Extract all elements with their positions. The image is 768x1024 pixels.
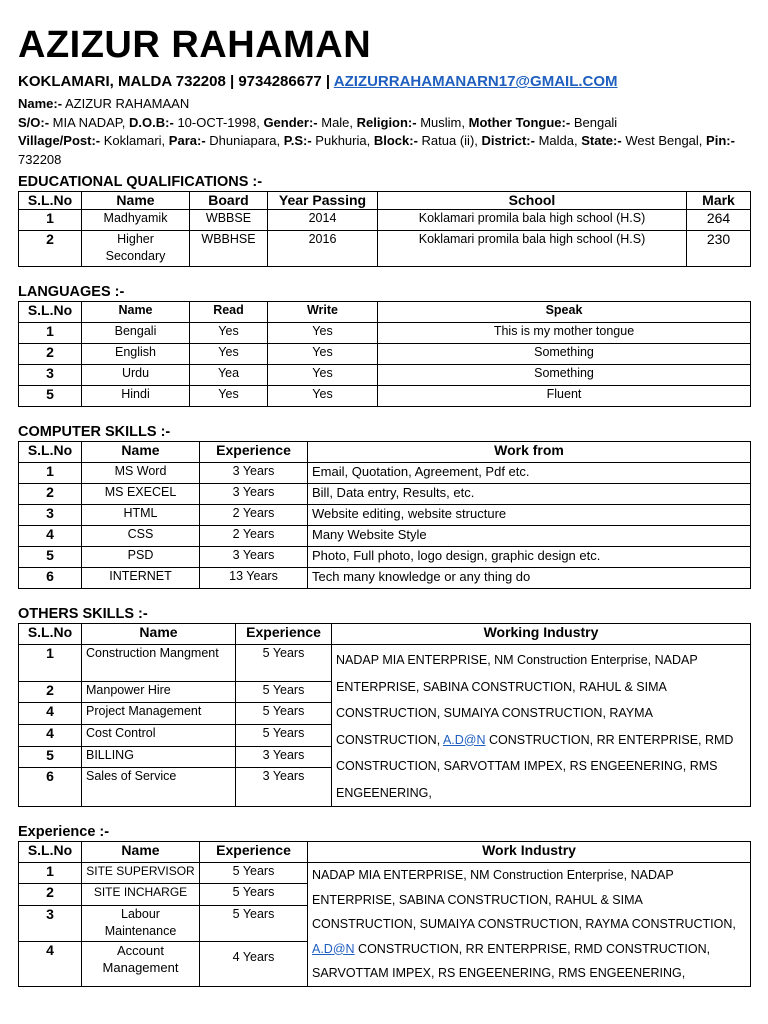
col-header: Board xyxy=(190,192,268,210)
contact-line xyxy=(18,72,750,92)
value-village: Koklamari, xyxy=(103,133,166,148)
cell-work: Bill, Data entry, Results, etc. xyxy=(308,484,751,505)
label-tongue: Mother Tongue:- xyxy=(468,114,571,130)
value-religion: Muslim, xyxy=(420,114,465,130)
address-phone: KOKLAMARI, MALDA 732208 | 9734286677 | xyxy=(18,73,331,90)
languages-title: LANGUAGES :- xyxy=(18,284,125,300)
cell-slno: 2 xyxy=(19,884,82,905)
education-title: EDUCATIONAL QUALIFICATIONS :- xyxy=(18,174,263,190)
cell-experience: 5 Years xyxy=(200,905,308,941)
cell-name: Manpower Hire xyxy=(82,681,236,703)
label-block: Block:- xyxy=(373,133,418,148)
table-row xyxy=(19,645,751,682)
adn-link[interactable]: A.D@N xyxy=(312,941,355,956)
value-name: AZIZUR RAHAMAAN xyxy=(64,96,190,111)
label-state: State:- xyxy=(581,133,622,148)
cell-mark: 264 xyxy=(687,210,751,231)
col-header: School xyxy=(378,192,687,210)
cell-name: Higher Secondary xyxy=(82,231,190,267)
cell-experience: 4 Years xyxy=(200,941,308,986)
cell-slno: 4 xyxy=(19,724,82,746)
industry-text-b: CONSTRUCTION, RR ENTERPRISE, RMD CONSTRUCTION, SARVOTTAM IMPEX, RS ENGEENERING, RMS ENGEENERING, xyxy=(312,941,711,980)
email-link[interactable]: AZIZURRAHAMANARN17@GMAIL.COM xyxy=(333,73,618,90)
cell-slno: 1 xyxy=(19,863,82,884)
cell-read: Yes xyxy=(190,323,268,344)
col-header: Working Industry xyxy=(332,624,751,645)
cell-experience: 2 Years xyxy=(200,505,308,526)
cell-board: WBBHSE xyxy=(190,231,268,267)
label-pin: Pin:- xyxy=(706,133,735,148)
table-row xyxy=(19,547,751,568)
cell-name: HTML xyxy=(82,505,200,526)
cell-slno: 3 xyxy=(19,905,82,941)
col-header: S.L.No xyxy=(19,192,82,210)
label-para: Para:- xyxy=(168,133,206,148)
table-row xyxy=(19,231,751,267)
cell-write: Yes xyxy=(268,365,378,386)
cell-work: Website editing, website structure xyxy=(308,505,751,526)
cell-experience: 5 Years xyxy=(236,645,332,682)
cell-name: Labour Maintenance xyxy=(82,905,200,941)
cell-experience: 3 Years xyxy=(236,768,332,807)
cell-work: Photo, Full photo, logo design, graphic design etc. xyxy=(308,547,751,568)
cell-slno: 3 xyxy=(19,505,82,526)
cell-name: Construction Mangment xyxy=(82,645,236,682)
value-tongue: Bengali xyxy=(573,114,618,130)
col-header: Year Passing xyxy=(268,192,378,210)
cell-speak: Something xyxy=(378,365,751,386)
cell-slno: 2 xyxy=(19,344,82,365)
info-line-address xyxy=(18,132,750,169)
cell-name: Account Management xyxy=(82,941,200,986)
education-table xyxy=(18,191,751,267)
cell-experience: 5 Years xyxy=(236,724,332,746)
cell-speak: Fluent xyxy=(378,386,751,407)
value-block: Ratua (ii), xyxy=(421,133,478,148)
cell-slno: 2 xyxy=(19,484,82,505)
cell-name: Hindi xyxy=(82,386,190,407)
value-state: West Bengal, xyxy=(625,133,703,148)
cell-slno: 5 xyxy=(19,386,82,407)
cell-year: 2014 xyxy=(268,210,378,231)
education-header-row xyxy=(19,192,751,210)
col-header: S.L.No xyxy=(19,302,82,323)
col-header: Name xyxy=(82,624,236,645)
others-table xyxy=(18,623,751,807)
experience-title: Experience :- xyxy=(18,824,110,840)
cell-read: Yes xyxy=(190,344,268,365)
cell-experience: 3 Years xyxy=(200,463,308,484)
others-header-row xyxy=(19,624,751,645)
cell-slno: 1 xyxy=(19,645,82,682)
cell-slno: 4 xyxy=(19,941,82,986)
cell-name: SITE INCHARGE xyxy=(82,884,200,905)
cell-name: Project Management xyxy=(82,703,236,725)
cell-name: Bengali xyxy=(82,323,190,344)
industry-text-a: NADAP MIA ENTERPRISE, NM Construction Enterprise, NADAP ENTERPRISE, SABINA CONSTRUCTION, RAHUL & SIMA CONSTRUCTION, SUMAIYA CONSTRUCTION, RAYMA CONSTRUCTION, xyxy=(312,868,736,931)
label-district: District:- xyxy=(481,133,535,148)
table-row xyxy=(19,365,751,386)
label-gender: Gender:- xyxy=(263,114,318,130)
col-header: Name xyxy=(82,842,200,863)
adn-link[interactable]: A.D@N xyxy=(442,732,486,747)
cell-board: WBBSE xyxy=(190,210,268,231)
cell-name: English xyxy=(82,344,190,365)
cell-experience: 2 Years xyxy=(200,526,308,547)
cell-experience: 3 Years xyxy=(236,746,332,768)
cell-slno: 1 xyxy=(19,463,82,484)
cell-write: Yes xyxy=(268,323,378,344)
cell-work-industry xyxy=(308,863,751,987)
label-dob: D.O.B:- xyxy=(129,114,174,130)
cell-write: Yes xyxy=(268,344,378,365)
col-header: Experience xyxy=(200,442,308,463)
cell-experience: 3 Years xyxy=(200,484,308,505)
col-header: Write xyxy=(268,302,378,323)
table-row xyxy=(19,386,751,407)
industry-text-a: NADAP MIA ENTERPRISE, NM Construction Enterprise, NADAP ENTERPRISE, SABINA CONSTRUCTION, RAHUL & SIMA CONSTRUCTION, SUMAIYA CONSTRUCTION, RAYMA CONSTRUCTION, xyxy=(336,653,698,747)
col-header: Name xyxy=(82,192,190,210)
cell-speak: This is my mother tongue xyxy=(378,323,751,344)
col-header: Mark xyxy=(687,192,751,210)
cell-slno: 5 xyxy=(19,547,82,568)
table-row xyxy=(19,210,751,231)
personal-info xyxy=(18,95,750,169)
cell-name: Urdu xyxy=(82,365,190,386)
cell-work: Tech many knowledge or any thing do xyxy=(308,568,751,589)
cell-name: MS Word xyxy=(82,463,200,484)
table-row xyxy=(19,344,751,365)
cell-name: Cost Control xyxy=(82,724,236,746)
value-district: Malda, xyxy=(538,133,578,148)
cell-write: Yes xyxy=(268,386,378,407)
label-ps: P.S:- xyxy=(283,133,312,148)
table-row xyxy=(19,505,751,526)
cell-name: Madhyamik xyxy=(82,210,190,231)
computer-header-row xyxy=(19,442,751,463)
col-header: Experience xyxy=(236,624,332,645)
cell-mark: 230 xyxy=(687,231,751,267)
info-line-so xyxy=(18,114,750,133)
industry-text-b: CONSTRUCTION, RR ENTERPRISE, RMD CONSTRUCTION, SARVOTTAM IMPEX, RS ENGEENERING, RMS ENGEENERING, xyxy=(336,732,734,800)
cell-read: Yes xyxy=(190,386,268,407)
experience-header-row xyxy=(19,842,751,863)
cell-slno: 4 xyxy=(19,526,82,547)
languages-table xyxy=(18,301,751,407)
computer-title: COMPUTER SKILLS :- xyxy=(18,424,171,440)
col-header: S.L.No xyxy=(19,442,82,463)
cell-name: SITE SUPERVISOR xyxy=(82,863,200,884)
cell-name: PSD xyxy=(82,547,200,568)
col-header: Speak xyxy=(378,302,751,323)
col-header: Read xyxy=(190,302,268,323)
cell-slno: 5 xyxy=(19,746,82,768)
cell-working-industry xyxy=(332,645,751,807)
label-village: Village/Post:- xyxy=(18,133,101,148)
cell-name: INTERNET xyxy=(82,568,200,589)
cell-experience: 5 Years xyxy=(236,681,332,703)
table-row xyxy=(19,526,751,547)
cell-slno: 4 xyxy=(19,703,82,725)
cell-name: MS EXECEL xyxy=(82,484,200,505)
cell-slno: 3 xyxy=(19,365,82,386)
cell-slno: 6 xyxy=(19,768,82,807)
info-line-name xyxy=(18,95,750,114)
table-row xyxy=(19,484,751,505)
table-row xyxy=(19,463,751,484)
col-header: Experience xyxy=(200,842,308,863)
cell-name: Sales of Service xyxy=(82,768,236,807)
table-row xyxy=(19,568,751,589)
col-header: Name xyxy=(82,442,200,463)
label-name: Name:- xyxy=(18,96,63,111)
table-row xyxy=(19,323,751,344)
cell-experience: 5 Years xyxy=(200,863,308,884)
cell-slno: 1 xyxy=(19,210,82,231)
languages-header-row xyxy=(19,302,751,323)
cell-name: CSS xyxy=(82,526,200,547)
candidate-name: AZIZUR RAHAMAN xyxy=(18,24,372,66)
cell-slno: 2 xyxy=(19,231,82,267)
col-header: Name xyxy=(82,302,190,323)
value-so: MIA NADAP, xyxy=(49,114,126,130)
cell-slno: 1 xyxy=(19,323,82,344)
value-gender: Male, xyxy=(321,114,354,130)
col-header: S.L.No xyxy=(19,624,82,645)
value-pin: 732208 xyxy=(18,151,62,167)
others-title: OTHERS SKILLS :- xyxy=(18,606,148,622)
value-para: Dhuniapara, xyxy=(209,133,281,148)
cell-speak: Something xyxy=(378,344,751,365)
cell-work: Many Website Style xyxy=(308,526,751,547)
value-ps: Pukhuria, xyxy=(315,133,371,148)
col-header: S.L.No xyxy=(19,842,82,863)
cell-experience: 3 Years xyxy=(200,547,308,568)
label-so: S/O:- xyxy=(18,114,50,130)
value-dob: 10-OCT-1998, xyxy=(177,114,260,130)
table-row xyxy=(19,863,751,884)
cell-school: Koklamari promila bala high school (H.S) xyxy=(378,210,687,231)
label-religion: Religion:- xyxy=(356,114,417,130)
cell-read: Yea xyxy=(190,365,268,386)
cell-year: 2016 xyxy=(268,231,378,267)
cell-experience: 13 Years xyxy=(200,568,308,589)
computer-table xyxy=(18,441,751,589)
col-header: Work Industry xyxy=(308,842,751,863)
cell-slno: 2 xyxy=(19,681,82,703)
cell-experience: 5 Years xyxy=(200,884,308,905)
resume-page xyxy=(18,22,750,987)
cell-slno: 6 xyxy=(19,568,82,589)
cell-school: Koklamari promila bala high school (H.S) xyxy=(378,231,687,267)
cell-work: Email, Quotation, Agreement, Pdf etc. xyxy=(308,463,751,484)
experience-table xyxy=(18,841,751,987)
cell-experience: 5 Years xyxy=(236,703,332,725)
col-header: Work from xyxy=(308,442,751,463)
cell-name: BILLING xyxy=(82,746,236,768)
